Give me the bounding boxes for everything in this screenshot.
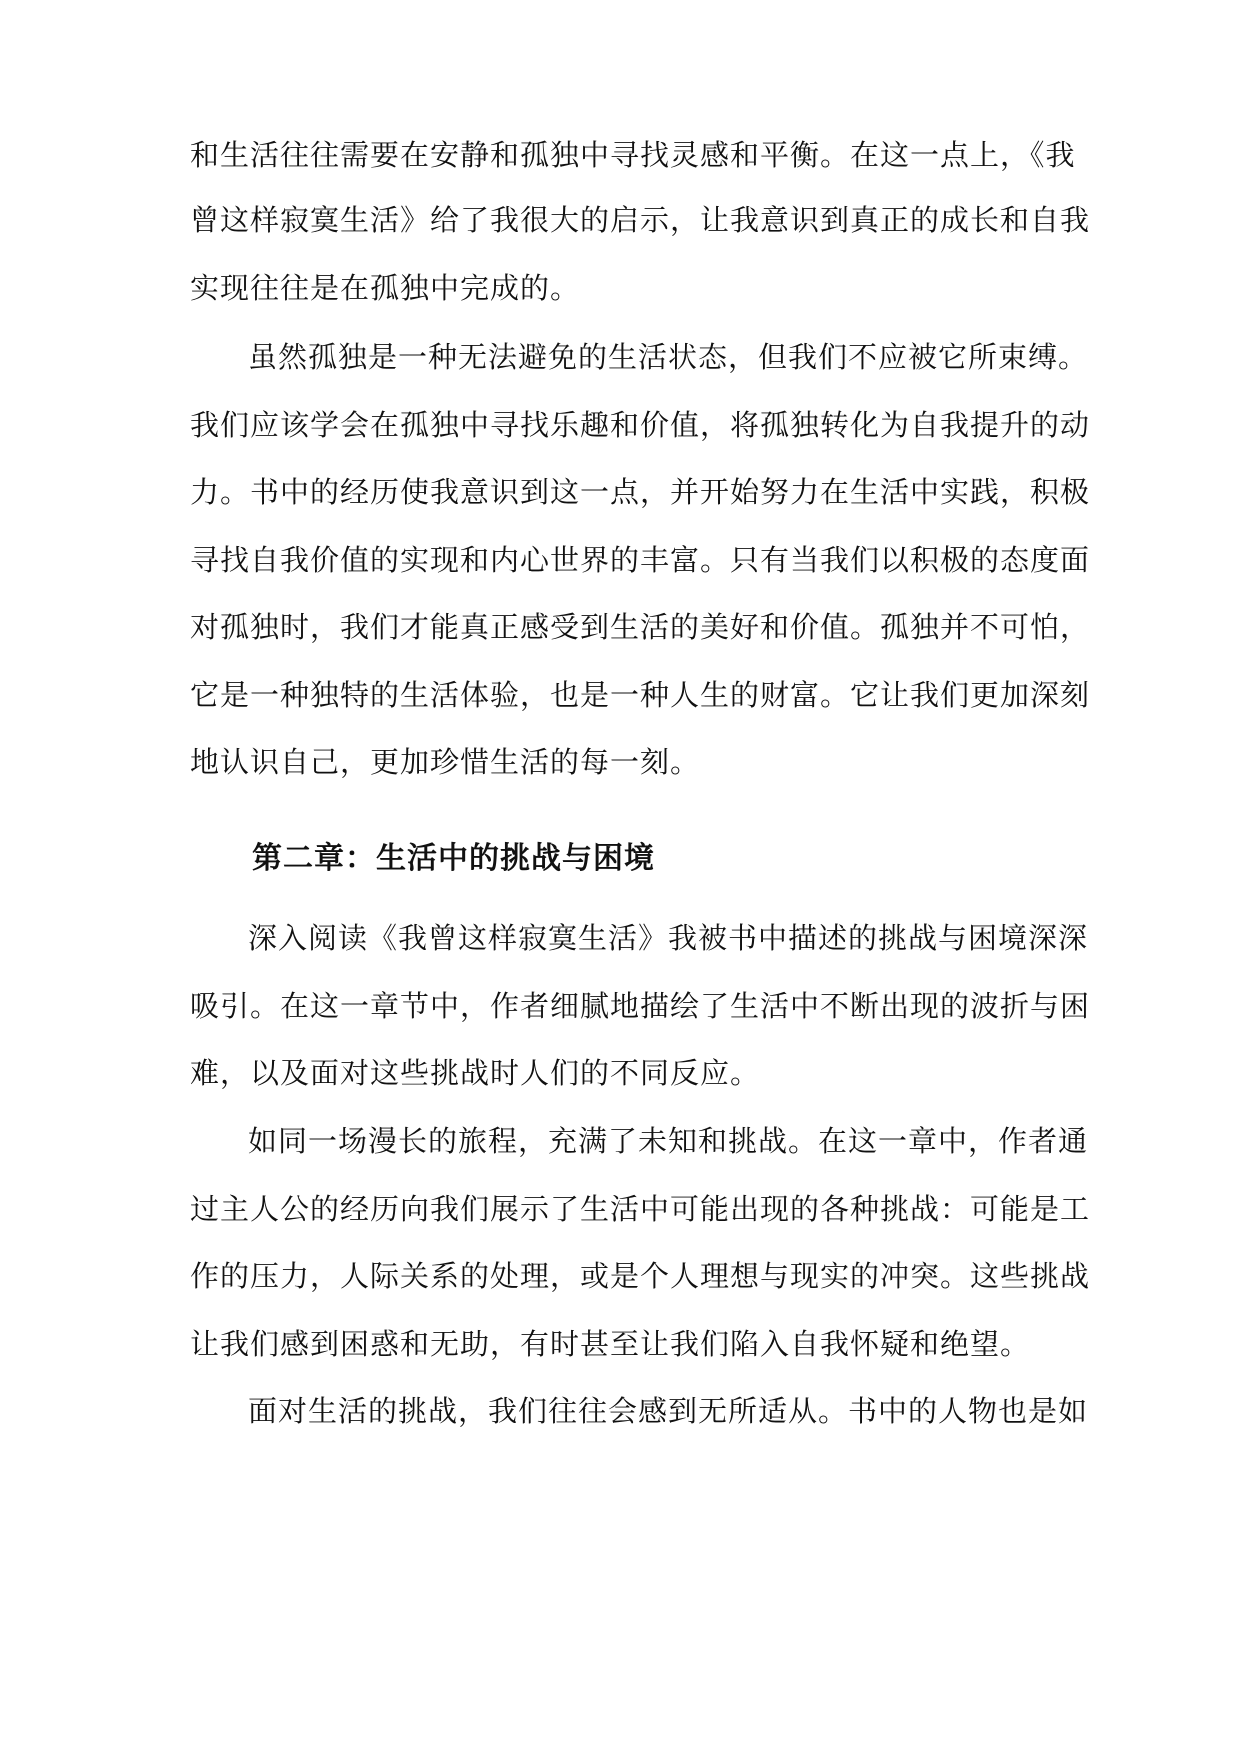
paragraph-4-line-1: 如同一场漫长的旅程，充满了未知和挑战。在这一章中，作者通	[248, 1124, 1089, 1158]
paragraph-3-line-2: 吸引。在这一章节中，作者细腻地描绘了生活中不断出现的波折与困	[190, 989, 1091, 1023]
paragraph-2-line-7: 地认识自己，更加珍惜生活的每一刻。	[190, 745, 701, 779]
paragraph-1-line-2: 曾这样寂寞生活》给了我很大的启示，让我意识到真正的成长和自我	[190, 203, 1091, 237]
paragraph-3-line-1: 深入阅读《我曾这样寂寞生活》我被书中描述的挑战与困境深深	[248, 921, 1089, 955]
paragraph-2-line-4: 寻找自我价值的实现和内心世界的丰富。只有当我们以积极的态度面	[190, 543, 1091, 577]
paragraph-2-line-5: 对孤独时，我们才能真正感受到生活的美好和价值。孤独并不可怕，	[190, 610, 1091, 644]
paragraph-4-line-4: 让我们感到困惑和无助，有时甚至让我们陷入自我怀疑和绝望。	[190, 1327, 1031, 1361]
paragraph-2-line-6: 它是一种独特的生活体验，也是一种人生的财富。它让我们更加深刻	[190, 678, 1091, 712]
paragraph-1-line-1: 和生活往往需要在安静和孤独中寻找灵感和平衡。在这一点上，《我	[190, 138, 1076, 172]
paragraph-2-line-3: 力。书中的经历使我意识到这一点，并开始努力在生活中实践，积极	[190, 475, 1091, 509]
paragraph-2-line-1: 虽然孤独是一种无法避免的生活状态，但我们不应被它所束缚。	[248, 340, 1089, 374]
paragraph-4-line-2: 过主人公的经历向我们展示了生活中可能出现的各种挑战：可能是工	[190, 1192, 1091, 1226]
paragraph-5-line-1: 面对生活的挑战，我们往往会感到无所适从。书中的人物也是如	[248, 1394, 1089, 1428]
paragraph-4-line-3: 作的压力，人际关系的处理，或是个人理想与现实的冲突。这些挑战	[190, 1259, 1091, 1293]
chapter-heading: 第二章：生活中的挑战与困境	[252, 841, 655, 876]
paragraph-1-line-3: 实现往往是在孤独中完成的。	[190, 271, 581, 305]
paragraph-3-line-3: 难，以及面对这些挑战时人们的不同反应。	[190, 1056, 761, 1090]
paragraph-2-line-2: 我们应该学会在孤独中寻找乐趣和价值，将孤独转化为自我提升的动	[190, 408, 1091, 442]
